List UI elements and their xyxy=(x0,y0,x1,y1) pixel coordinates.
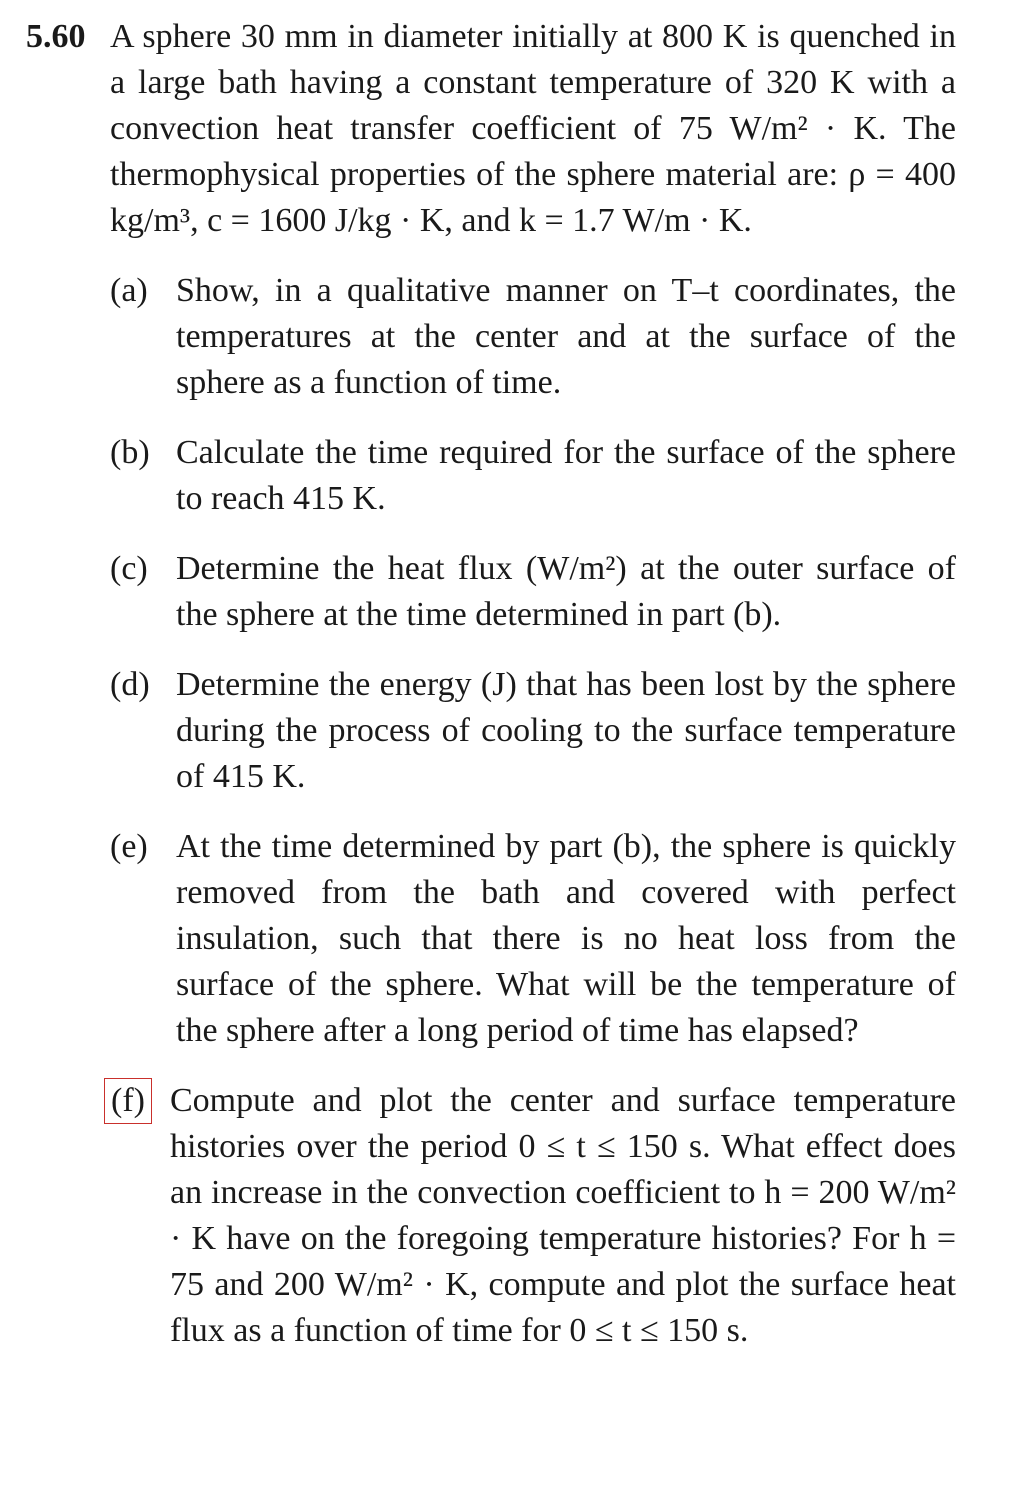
part-text: Determine the heat flux (W/m²) at the outer surface of the sphere at the time determined in part (b). xyxy=(176,550,956,633)
part-label: (e) xyxy=(110,828,148,865)
part-f xyxy=(110,1078,956,1354)
problem-parts xyxy=(26,268,956,1354)
part-e xyxy=(110,824,956,1054)
part-text: Show, in a qualitative manner on T–t coordinates, the temperatures at the center and at the surface of the sphere as a function of time. xyxy=(176,272,956,401)
part-text: At the time determined by part (b), the sphere is quickly removed from the bath and covered with perfect insulation, such that there is no heat loss from the surface of the sphere. What will be the temperature of the sphere after a long period of time has elapsed? xyxy=(176,828,956,1049)
problem-5-60 xyxy=(26,14,956,1378)
problem-number: 5.60 xyxy=(26,18,86,55)
part-label: (a) xyxy=(110,272,148,309)
part-a xyxy=(110,268,956,406)
part-d xyxy=(110,662,956,800)
problem-statement: A sphere 30 mm in diameter initially at 800 K is quenched in a large bath having a constant temperature of 320 K with a convection heat transfer coefficient of 75 W/m² · K. The thermophysical properties of the sphere material are: ρ = 400 kg/m³, c = 1600 J/kg · K, and k = 1.7 W/m · K. xyxy=(110,18,956,239)
part-text: Determine the energy (J) that has been lost by the sphere during the process of cooling to the surface temperature of 415 K. xyxy=(176,666,956,795)
part-text: Calculate the time required for the surface of the sphere to reach 415 K. xyxy=(176,434,956,517)
part-label: (c) xyxy=(110,550,148,587)
part-c xyxy=(110,546,956,638)
part-b xyxy=(110,430,956,522)
part-text: Compute and plot the center and surface temperature histories over the period 0 ≤ t ≤ 150 s. What effect does an increase in the convection coefficient to h = 200 W/m² · K have on the foregoing temperature histories? For h = 75 and 200 W/m² · K, compute and plot the surface heat flux as a function of time for 0 ≤ t ≤ 150 s. xyxy=(170,1082,956,1349)
part-label-highlighted: (f) xyxy=(104,1078,152,1124)
part-label: (d) xyxy=(110,666,150,703)
part-label: (b) xyxy=(110,434,150,471)
